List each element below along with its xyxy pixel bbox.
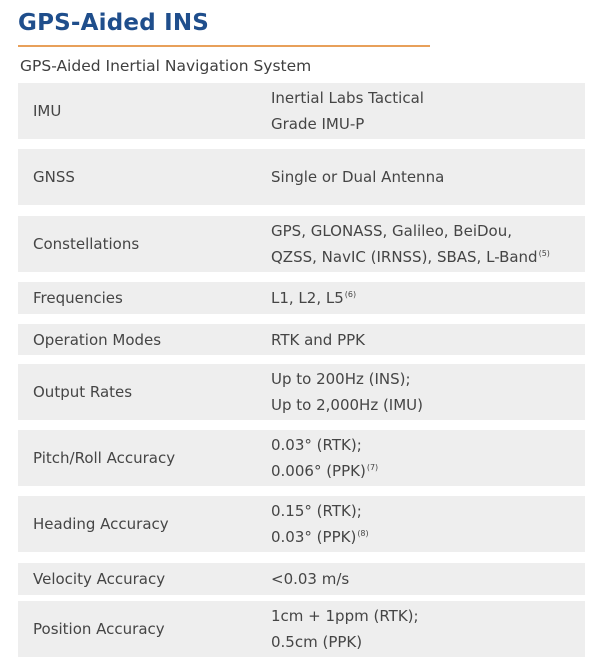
page-title: GPS-Aided INS — [18, 10, 210, 36]
spec-value — [271, 432, 378, 484]
spec-value-text: QZSS, NavIC (IRNSS), SBAS, L-Band — [271, 248, 538, 266]
spec-value-line — [271, 432, 378, 458]
spec-value-line — [271, 458, 378, 484]
spec-value — [271, 498, 369, 550]
spec-label: Pitch/Roll Accuracy — [33, 449, 176, 467]
spec-row — [18, 364, 585, 420]
spec-value-line — [271, 244, 550, 270]
spec-label: GNSS — [33, 168, 75, 186]
spec-row — [18, 563, 585, 595]
spec-row — [18, 496, 585, 552]
footnote-marker: (7) — [366, 463, 379, 472]
spec-value-line — [271, 366, 423, 392]
spec-value-text: Grade IMU-P — [271, 115, 365, 133]
spec-value-text: L1, L2, L5 — [271, 289, 344, 307]
spec-value-text: 0.006° (PPK) — [271, 462, 366, 480]
spec-label: Output Rates — [33, 383, 133, 401]
spec-value-line — [271, 111, 424, 137]
spec-value-text: <0.03 m/s — [271, 570, 350, 588]
spec-value-line — [271, 566, 349, 592]
spec-value — [271, 566, 349, 592]
spec-value-text: 0.15° (RTK); — [271, 502, 362, 520]
spec-value-line — [271, 285, 356, 311]
spec-label: Velocity Accuracy — [33, 570, 166, 588]
spec-value — [271, 285, 356, 311]
spec-value-line — [271, 327, 365, 353]
spec-row — [18, 282, 585, 314]
spec-value-text: RTK and PPK — [271, 330, 366, 349]
footnote-marker: (5) — [538, 249, 550, 258]
spec-value-text: 0.03° (PPK) — [271, 528, 357, 546]
spec-value-text: Up to 2,000Hz (IMU) — [271, 396, 424, 414]
spec-value-text: GPS, GLONASS, Galileo, BeiDou, — [271, 222, 512, 240]
spec-value — [271, 366, 423, 418]
spec-row — [18, 149, 585, 205]
spec-label: Constellations — [33, 235, 140, 253]
spec-value-text: Up to 200Hz (INS); — [271, 370, 411, 388]
footnote-marker: (6) — [344, 290, 357, 299]
spec-row — [18, 216, 585, 272]
spec-value-text: Single or Dual Antenna — [271, 168, 445, 186]
spec-value-line — [271, 603, 419, 629]
footnote-marker: (8) — [357, 529, 369, 538]
spec-value-text: 0.03° (RTK); — [271, 436, 362, 454]
spec-row — [18, 601, 585, 657]
spec-label: IMU — [33, 102, 62, 120]
spec-value-text: Inertial Labs Tactical — [271, 89, 424, 107]
title-underline — [18, 45, 430, 47]
spec-row — [18, 430, 585, 486]
spec-value — [271, 327, 365, 353]
spec-label: Position Accuracy — [33, 620, 165, 638]
page-subtitle: GPS-Aided Inertial Navigation System — [20, 57, 312, 75]
spec-value-line — [271, 218, 550, 244]
spec-value-line — [271, 392, 423, 418]
spec-value — [271, 603, 419, 655]
spec-value — [271, 218, 550, 270]
spec-value-line — [271, 164, 444, 190]
spec-value-line — [271, 524, 369, 550]
spec-value-line — [271, 498, 369, 524]
spec-value — [271, 164, 444, 190]
spec-value-text: 0.5cm (PPK) — [271, 633, 363, 651]
spec-label: Heading Accuracy — [33, 515, 169, 533]
spec-value-line — [271, 85, 424, 111]
spec-row — [18, 324, 585, 355]
spec-label: Operation Modes — [33, 330, 162, 349]
spec-value-line — [271, 629, 419, 655]
spec-label: Frequencies — [33, 289, 123, 307]
spec-row — [18, 83, 585, 139]
spec-value-text: 1cm + 1ppm (RTK); — [271, 607, 419, 625]
spec-value — [271, 85, 424, 137]
